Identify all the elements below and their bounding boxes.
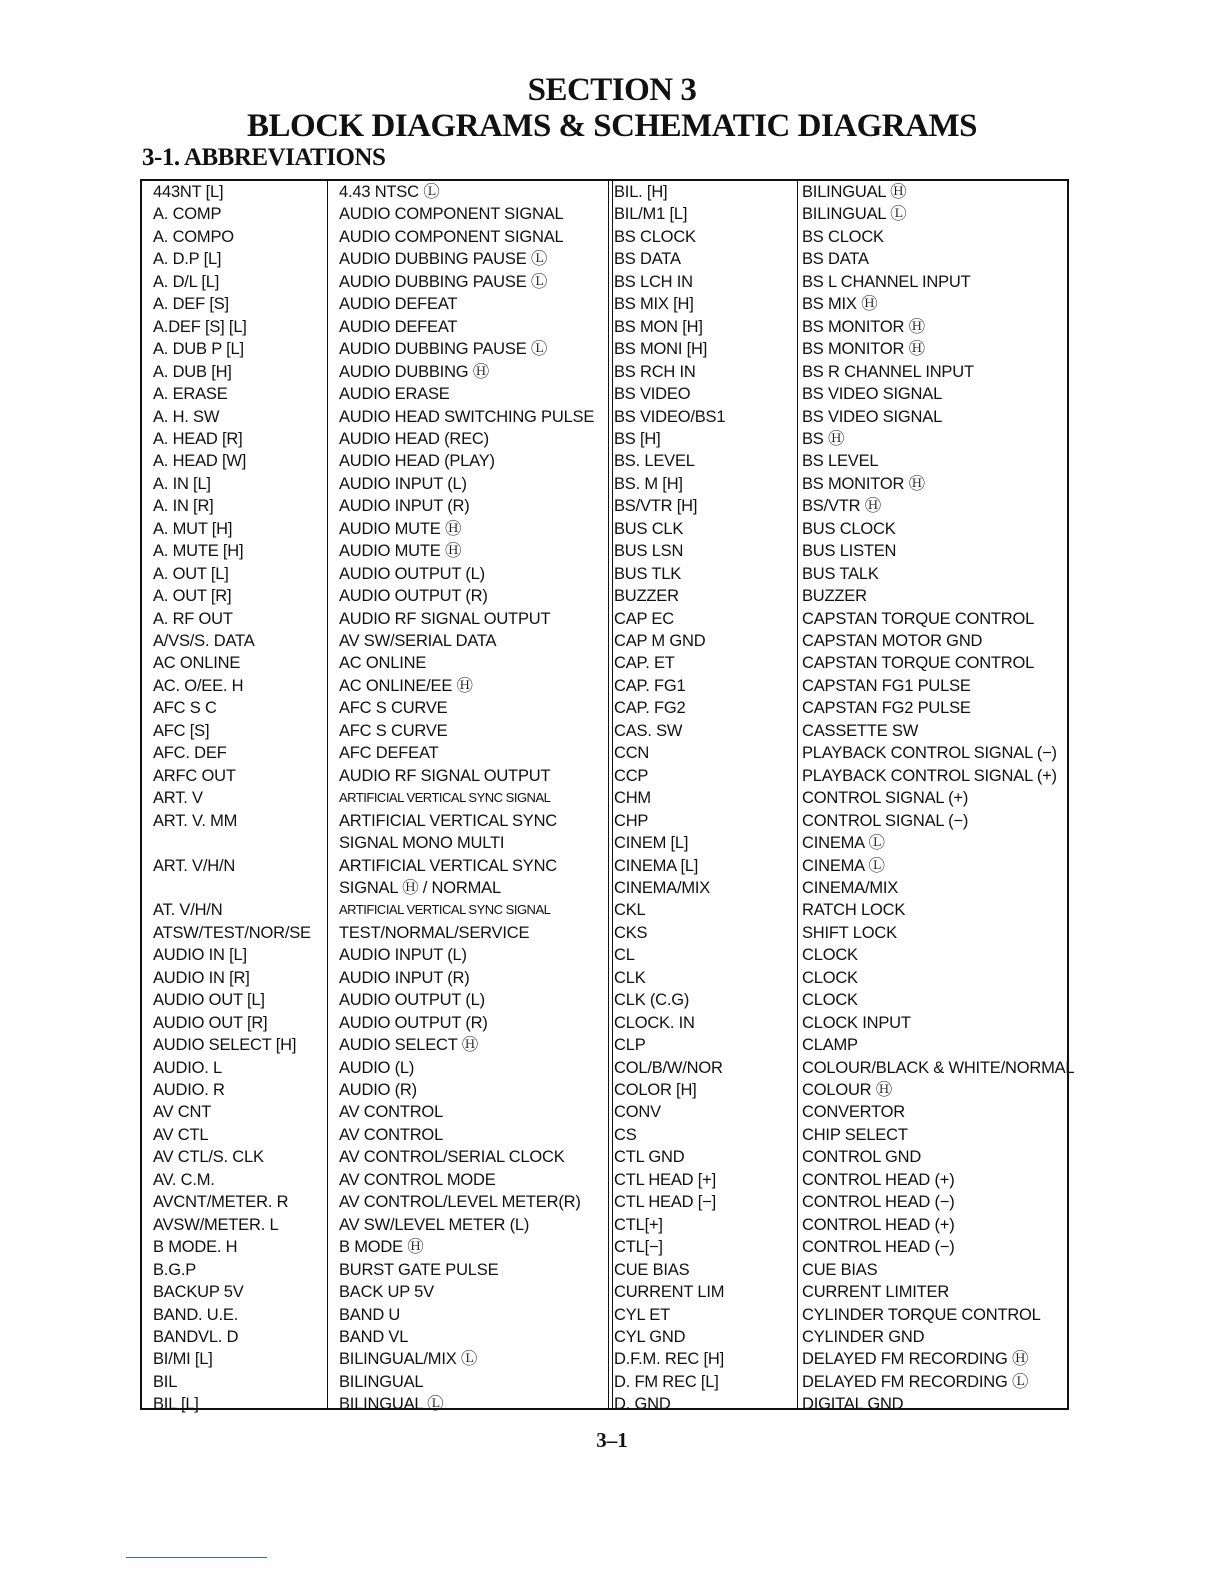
abbreviation-cell: ART. V. MM: [153, 811, 238, 830]
abbreviation-cell: A. IN [R]: [153, 497, 214, 516]
column-divider: [327, 181, 328, 1408]
meaning-cell: BS R CHANNEL INPUT: [802, 362, 974, 381]
abbreviation-cell: CYL ET: [614, 1305, 670, 1324]
abbreviation-cell: BIL. [H]: [614, 183, 668, 201]
abbreviation-cell: BACKUP 5V: [153, 1283, 244, 1302]
abbreviation-cell: AV CTL: [153, 1125, 209, 1144]
abbreviation-cell: BS MIX [H]: [614, 295, 694, 314]
meaning-cell: BS CLOCK: [802, 227, 884, 246]
abbreviation-cell: ATSW/TEST/NOR/SE: [153, 923, 311, 942]
abbreviation-cell: D. GND: [614, 1395, 671, 1414]
abbreviation-cell: CKL: [614, 901, 646, 920]
meaning-cell: CONTROL HEAD (−): [802, 1193, 955, 1212]
meaning-cell: AUDIO (L): [339, 1058, 415, 1077]
abbreviation-cell: BUZZER: [614, 587, 679, 606]
abbreviation-cell: ARFC OUT: [153, 766, 236, 785]
abbreviation-cell: CCP: [614, 766, 649, 785]
abbreviation-cell: BS DATA: [614, 250, 681, 269]
abbreviation-cell: BIL [L]: [153, 1395, 199, 1414]
meaning-cell: COLOUR Ⓗ: [802, 1081, 893, 1099]
abbreviation-cell: BS MON [H]: [614, 317, 703, 336]
meaning-cell: CINEMA Ⓛ: [802, 856, 885, 875]
meaning-cell: AV CONTROL MODE: [339, 1170, 496, 1189]
meaning-cell: SIGNAL Ⓗ / NORMAL: [339, 878, 501, 897]
meaning-cell: AC ONLINE: [339, 654, 427, 673]
abbreviation-cell: A. MUT [H]: [153, 519, 233, 538]
meaning-cell: BAND VL: [339, 1327, 409, 1346]
meaning-cell: AUDIO MUTE Ⓗ: [339, 542, 462, 561]
meaning-cell: AUDIO (R): [339, 1081, 417, 1099]
meaning-cell: ARTIFICIAL VERTICAL SYNC SIGNAL: [339, 902, 551, 918]
meaning-cell: CONTROL HEAD (−): [802, 1238, 955, 1257]
meaning-cell: CASSETTE SW: [802, 721, 919, 740]
abbreviation-cell: CS: [614, 1125, 637, 1144]
abbreviation-cell: BI/MI [L]: [153, 1350, 213, 1369]
meaning-cell: 4.43 NTSC Ⓛ: [339, 183, 440, 201]
meaning-cell: AUDIO SELECT Ⓗ: [339, 1036, 479, 1055]
meaning-cell: CONVERTOR: [802, 1103, 906, 1122]
meaning-cell: BS MONITOR Ⓗ: [802, 474, 925, 493]
abbreviation-cell: AUDIO OUT [R]: [153, 1013, 268, 1032]
abbreviation-cell: CAP. ET: [614, 654, 675, 673]
abbreviation-cell: CAS. SW: [614, 721, 683, 740]
meaning-cell: BS VIDEO SIGNAL: [802, 385, 943, 404]
abbreviation-cell: BS CLOCK: [614, 227, 696, 246]
subsection-heading: 3-1. ABBREVIATIONS: [142, 144, 386, 171]
meaning-cell: COLOUR/BLACK & WHITE/NORMAL: [802, 1058, 1075, 1077]
meaning-cell: DIGITAL GND: [802, 1395, 904, 1414]
abbreviation-cell: BS RCH IN: [614, 362, 696, 381]
abbreviation-cell: A. H. SW: [153, 407, 220, 426]
meaning-cell: CAPSTAN TORQUE CONTROL: [802, 654, 1035, 673]
meaning-cell: AUDIO OUTPUT (R): [339, 587, 488, 606]
abbreviation-cell: A. HEAD [W]: [153, 452, 247, 471]
meaning-cell: AUDIO RF SIGNAL OUTPUT: [339, 766, 551, 785]
abbreviation-cell: CYL GND: [614, 1327, 686, 1346]
meaning-cell: CLAMP: [802, 1036, 858, 1055]
meaning-cell: AFC S CURVE: [339, 721, 448, 740]
meaning-cell: DELAYED FM RECORDING Ⓗ: [802, 1350, 1029, 1369]
meaning-cell: AUDIO INPUT (L): [339, 474, 467, 493]
meaning-cell: CINEMA/MIX: [802, 878, 899, 897]
abbreviation-cell: AUDIO. R: [153, 1081, 225, 1099]
abbreviation-cell: COL/B/W/NOR: [614, 1058, 723, 1077]
abbreviations-table: [140, 179, 1075, 1414]
meaning-cell: AUDIO INPUT (R): [339, 968, 470, 987]
meaning-cell: ARTIFICIAL VERTICAL SYNC: [339, 811, 558, 830]
abbreviation-cell: AFC [S]: [153, 721, 210, 740]
meaning-cell: AUDIO DUBBING Ⓗ: [339, 362, 490, 381]
abbreviation-cell: AUDIO IN [R]: [153, 968, 250, 987]
abbreviation-cell: A. COMPO: [153, 227, 234, 246]
meaning-cell: AUDIO OUTPUT (R): [339, 1013, 488, 1032]
abbreviation-cell: AUDIO SELECT [H]: [153, 1036, 297, 1055]
meaning-cell: CONTROL SIGNAL (−): [802, 811, 969, 830]
abbreviation-cell: AT. V/H/N: [153, 901, 223, 920]
abbreviation-cell: AUDIO IN [L]: [153, 946, 247, 965]
abbreviation-cell: A. DUB P [L]: [153, 340, 244, 359]
abbreviation-cell: A. RF OUT: [153, 609, 233, 628]
abbreviation-cell: BS LCH IN: [614, 272, 693, 291]
abbreviation-cell: CONV: [614, 1103, 661, 1122]
meaning-cell: BS/VTR Ⓗ: [802, 497, 882, 516]
abbreviation-cell: AFC S C: [153, 699, 217, 718]
abbreviation-cell: CINEMA [L]: [614, 856, 699, 875]
abbreviation-cell: CTL[+]: [614, 1215, 663, 1234]
abbreviation-cell: D. FM REC [L]: [614, 1372, 719, 1391]
meaning-cell: BS VIDEO SIGNAL: [802, 407, 943, 426]
meaning-cell: CLOCK: [802, 991, 858, 1010]
meaning-cell: BUS LISTEN: [802, 542, 897, 561]
meaning-cell: CONTROL GND: [802, 1148, 922, 1167]
abbreviation-cell: AVCNT/METER. R: [153, 1193, 289, 1212]
meaning-cell: BACK UP 5V: [339, 1283, 434, 1302]
footnote-rule: [126, 1557, 267, 1558]
abbreviation-cell: BUS CLK: [614, 519, 684, 538]
abbreviation-cell: A. ERASE: [153, 385, 228, 404]
meaning-cell: AUDIO MUTE Ⓗ: [339, 519, 462, 538]
meaning-cell: CAPSTAN FG1 PULSE: [802, 676, 971, 695]
meaning-cell: AFC S CURVE: [339, 699, 448, 718]
meaning-cell: BAND U: [339, 1305, 401, 1324]
abbreviation-cell: A. D/L [L]: [153, 272, 220, 291]
meaning-cell: AUDIO DUBBING PAUSE Ⓛ: [339, 272, 548, 291]
page-number: 3–1: [596, 1428, 628, 1452]
column-divider: [608, 181, 609, 1408]
meaning-cell: AUDIO COMPONENT SIGNAL: [339, 227, 564, 246]
abbreviation-cell: ART. V/H/N: [153, 856, 236, 875]
meaning-cell: AV CONTROL: [339, 1103, 444, 1122]
section-subtitle: BLOCK DIAGRAMS & SCHEMATIC DIAGRAMS: [247, 108, 977, 144]
meaning-cell: BS DATA: [802, 250, 869, 269]
abbreviation-cell: AV. C.M.: [153, 1170, 215, 1189]
meaning-cell: AV SW/SERIAL DATA: [339, 632, 497, 650]
abbreviation-cell: BS [H]: [614, 429, 661, 448]
abbreviation-cell: AFC. DEF: [153, 744, 227, 763]
abbreviation-cell: A. IN [L]: [153, 474, 211, 493]
abbreviation-cell: A/VS/S. DATA: [153, 632, 255, 650]
meaning-cell: CHIP SELECT: [802, 1125, 908, 1144]
abbreviation-cell: CTL GND: [614, 1148, 685, 1167]
abbreviation-cell: A. DEF [S]: [153, 295, 229, 314]
abbreviation-cell: A. D.P [L]: [153, 250, 222, 269]
abbreviation-cell: BIL/M1 [L]: [614, 205, 688, 224]
meaning-cell: SIGNAL MONO MULTI: [339, 834, 505, 853]
abbreviation-cell: D.F.M. REC [H]: [614, 1350, 724, 1369]
abbreviation-cell: CAP. FG2: [614, 699, 686, 718]
meaning-cell: CLOCK: [802, 946, 858, 965]
abbreviation-cell: CAP M GND: [614, 632, 706, 650]
abbreviation-cell: CCN: [614, 744, 650, 763]
abbreviation-cell: A. OUT [R]: [153, 587, 232, 606]
meaning-cell: CONTROL HEAD (+): [802, 1170, 955, 1189]
meaning-cell: AUDIO INPUT (L): [339, 946, 467, 965]
column-divider: [797, 181, 798, 1408]
meaning-cell: PLAYBACK CONTROL SIGNAL (+): [802, 766, 1057, 785]
meaning-cell: AUDIO RF SIGNAL OUTPUT: [339, 609, 551, 628]
meaning-cell: AUDIO DEFEAT: [339, 317, 458, 336]
abbreviation-cell: CLOCK. IN: [614, 1013, 695, 1032]
meaning-cell: ARTIFICIAL VERTICAL SYNC: [339, 856, 558, 875]
meaning-cell: BS MIX Ⓗ: [802, 295, 878, 314]
meaning-cell: CLOCK INPUT: [802, 1013, 911, 1032]
meaning-cell: AUDIO HEAD (REC): [339, 429, 489, 448]
meaning-cell: AV CONTROL/LEVEL METER(R): [339, 1193, 581, 1212]
abbreviation-cell: CINEMA/MIX: [614, 878, 711, 897]
meaning-cell: BILINGUAL Ⓛ: [339, 1395, 444, 1414]
meaning-cell: BUS TALK: [802, 564, 879, 583]
abbreviation-cell: CAP EC: [614, 609, 674, 628]
meaning-cell: AUDIO DUBBING PAUSE Ⓛ: [339, 250, 548, 269]
meaning-cell: DELAYED FM RECORDING Ⓛ: [802, 1372, 1029, 1391]
meaning-cell: AFC DEFEAT: [339, 744, 439, 763]
meaning-cell: AUDIO OUTPUT (L): [339, 564, 485, 583]
abbreviation-cell: BUS LSN: [614, 542, 684, 561]
meaning-cell: AC ONLINE/EE Ⓗ: [339, 676, 473, 695]
meaning-cell: BS Ⓗ: [802, 429, 845, 448]
abbreviation-cell: AC. O/EE. H: [153, 676, 244, 695]
abbreviation-cell: CTL HEAD [−]: [614, 1193, 716, 1212]
meaning-cell: BILINGUAL/MIX Ⓛ: [339, 1350, 478, 1369]
meaning-cell: CAPSTAN TORQUE CONTROL: [802, 609, 1035, 628]
meaning-cell: BILINGUAL Ⓗ: [802, 183, 907, 201]
abbreviation-cell: B.G.P: [153, 1260, 197, 1279]
abbreviation-cell: A. MUTE [H]: [153, 542, 244, 561]
meaning-cell: B MODE Ⓗ: [339, 1238, 424, 1257]
abbreviation-cell: CL: [614, 946, 635, 965]
meaning-cell: BS LEVEL: [802, 452, 879, 471]
abbreviation-cell: CAP. FG1: [614, 676, 686, 695]
meaning-cell: PLAYBACK CONTROL SIGNAL (−): [802, 744, 1057, 763]
abbreviation-cell: CLK: [614, 968, 646, 987]
meaning-cell: CLOCK: [802, 968, 858, 987]
abbreviation-cell: B MODE. H: [153, 1238, 238, 1257]
meaning-cell: CURRENT LIMITER: [802, 1283, 950, 1302]
meaning-cell: AUDIO HEAD (PLAY): [339, 452, 495, 471]
abbreviation-cell: BS. LEVEL: [614, 452, 695, 471]
meaning-cell: AV SW/LEVEL METER (L): [339, 1215, 530, 1234]
abbreviation-cell: AV CTL/S. CLK: [153, 1148, 264, 1167]
meaning-cell: BUZZER: [802, 587, 867, 606]
meaning-cell: TEST/NORMAL/SERVICE: [339, 923, 530, 942]
meaning-cell: CAPSTAN MOTOR GND: [802, 632, 983, 650]
abbreviation-cell: CLK (C.G): [614, 991, 690, 1010]
abbreviation-cell: BS. M [H]: [614, 474, 683, 493]
abbreviation-cell: BS VIDEO/BS1: [614, 407, 726, 426]
abbreviation-cell: A. HEAD [R]: [153, 429, 243, 448]
meaning-cell: BUS CLOCK: [802, 519, 896, 538]
meaning-cell: AUDIO HEAD SWITCHING PULSE: [339, 407, 595, 426]
meaning-cell: AUDIO INPUT (R): [339, 497, 470, 516]
abbreviation-cell: BIL: [153, 1372, 178, 1391]
abbreviation-cell: 443NT [L]: [153, 183, 224, 201]
meaning-cell: AV CONTROL: [339, 1125, 444, 1144]
abbreviation-cell: CKS: [614, 923, 648, 942]
section-title: SECTION 3: [527, 72, 697, 108]
meaning-cell: CONTROL SIGNAL (+): [802, 789, 969, 808]
abbreviation-cell: BUS TLK: [614, 564, 682, 583]
meaning-cell: AUDIO DEFEAT: [339, 295, 458, 314]
meaning-cell: BS L CHANNEL INPUT: [802, 272, 971, 291]
abbreviation-cell: BAND. U.E.: [153, 1305, 239, 1324]
abbreviation-cell: AV CNT: [153, 1103, 212, 1122]
meaning-cell: AUDIO DUBBING PAUSE Ⓛ: [339, 340, 548, 359]
abbreviation-cell: A. COMP: [153, 205, 222, 224]
abbreviation-cell: CLP: [614, 1036, 646, 1055]
abbreviation-cell: AUDIO OUT [L]: [153, 991, 265, 1010]
abbreviation-cell: COLOR [H]: [614, 1081, 697, 1099]
abbreviation-cell: CUE BIAS: [614, 1260, 690, 1279]
meaning-cell: CYLINDER TORQUE CONTROL: [802, 1305, 1041, 1324]
abbreviation-cell: ART. V: [153, 789, 203, 808]
abbreviation-cell: A. DUB [H]: [153, 362, 232, 381]
meaning-cell: BS MONITOR Ⓗ: [802, 340, 925, 359]
abbreviation-cell: A. OUT [L]: [153, 564, 229, 583]
meaning-cell: AUDIO ERASE: [339, 385, 450, 404]
meaning-cell: BS MONITOR Ⓗ: [802, 317, 925, 336]
meaning-cell: CONTROL HEAD (+): [802, 1215, 955, 1234]
meaning-cell: CINEMA Ⓛ: [802, 834, 885, 853]
abbreviation-cell: CHM: [614, 789, 651, 808]
meaning-cell: BILINGUAL: [339, 1372, 424, 1391]
abbreviation-cell: CTL HEAD [+]: [614, 1170, 716, 1189]
abbreviation-cell: CINEM [L]: [614, 834, 689, 853]
meaning-cell: AV CONTROL/SERIAL CLOCK: [339, 1148, 565, 1167]
meaning-cell: RATCH LOCK: [802, 901, 906, 920]
meaning-cell: CAPSTAN FG2 PULSE: [802, 699, 971, 718]
meaning-cell: CYLINDER GND: [802, 1327, 925, 1346]
meaning-cell: SHIFT LOCK: [802, 923, 897, 942]
meaning-cell: ARTIFICIAL VERTICAL SYNC SIGNAL: [339, 790, 551, 806]
meaning-cell: CUE BIAS: [802, 1260, 878, 1279]
abbreviation-cell: AUDIO. L: [153, 1058, 223, 1077]
column-divider: [612, 181, 613, 1408]
abbreviation-cell: AC ONLINE: [153, 654, 241, 673]
abbreviation-cell: AVSW/METER. L: [153, 1215, 279, 1234]
meaning-cell: AUDIO OUTPUT (L): [339, 991, 485, 1010]
meaning-cell: BURST GATE PULSE: [339, 1260, 499, 1279]
meaning-cell: AUDIO COMPONENT SIGNAL: [339, 205, 564, 224]
meaning-cell: BILINGUAL Ⓛ: [802, 205, 907, 224]
abbreviation-cell: CURRENT LIM: [614, 1283, 725, 1302]
abbreviation-cell: BANDVL. D: [153, 1327, 239, 1346]
abbreviation-cell: BS MONI [H]: [614, 340, 708, 359]
abbreviation-cell: BS VIDEO: [614, 385, 691, 404]
abbreviation-cell: BS/VTR [H]: [614, 497, 698, 516]
abbreviation-cell: CHP: [614, 811, 649, 830]
abbreviation-cell: CTL[−]: [614, 1238, 663, 1257]
abbreviation-cell: A.DEF [S] [L]: [153, 317, 247, 336]
